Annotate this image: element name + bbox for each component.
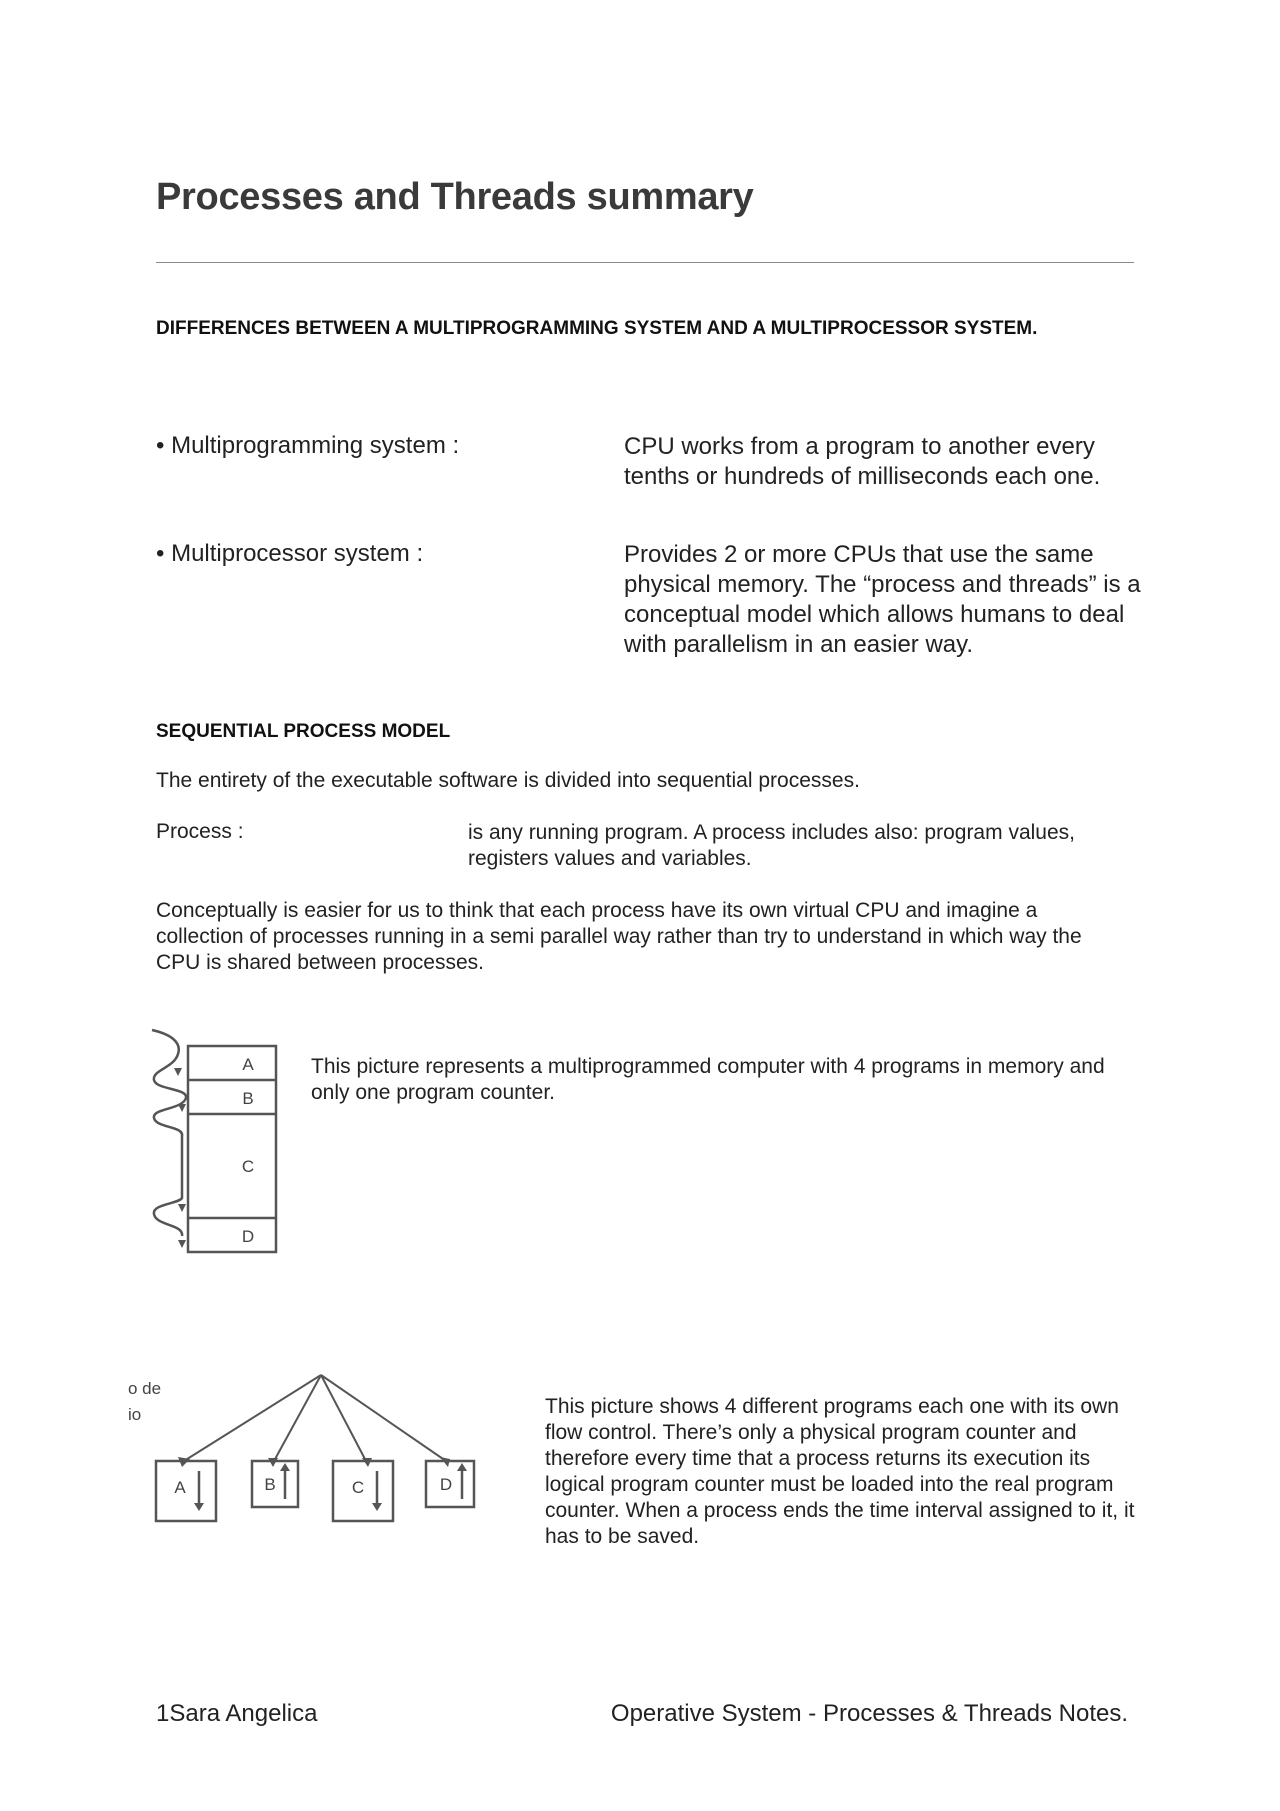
footer-doc-title: Operative System - Processes & Threads Notes. [610,1700,1128,1727]
program-label-c: C [351,1478,365,1497]
program-label-a: A [174,1478,186,1497]
program-box-a [156,1461,216,1521]
section-heading-sequential: SEQUENTIAL PROCESS MODEL [156,721,451,742]
concept-paragraph: Conceptually is easier for us to think that each process have its own virtual CPU and imagine a collection of processes running in a semi parallel way rather than try to understand in which way the CPU is shared between processes. [156,899,1082,974]
desc-multiprocessor: Provides 2 or more CPUs that use the same physical memory. The “process and threads” is a conceptual model which allows humans to deal with parallelism in an easier way. [624,541,1141,658]
memory-label-b: B [242,1089,254,1108]
program-label-d: D [439,1475,453,1494]
multiprogram-memory-diagram [148,1028,288,1258]
footer-author: 1Sara Angelica [156,1700,318,1727]
title-divider [156,262,1134,263]
diagram-side-text-2: io [128,1405,142,1424]
memory-label-a: A [242,1055,254,1074]
memory-label-d: D [241,1227,255,1246]
term-multiprogramming: • Multiprogramming system : [156,432,460,459]
desc-multiprogramming: CPU works from a program to another every tenths or hundreds of milliseconds each one. [624,433,1101,490]
section-heading-differences: DIFFERENCES BETWEEN A MULTIPROGRAMMING SYSTEM AND A MULTIPROCESSOR SYSTEM. [156,318,1038,339]
memory-block-outline [188,1046,276,1252]
program-label-b: B [264,1475,276,1494]
intro-paragraph: The entirety of the executable software is divided into sequential processes. [156,769,860,792]
desc-process: is any running program. A process includes also: program values, registers values and variables. [468,821,1075,870]
term-multiprocessor: • Multiprocessor system : [156,540,424,567]
page-title: Processes and Threads summary [156,176,754,218]
figure2-caption: This picture shows 4 different programs each one with its own flow control. There’s only a physical program counter and therefore every time that a process returns its execution its logical program counter must be loaded into the real program counter. When a process ends the time interval assigned to it, it has to be saved. [545,1395,1135,1548]
term-process: Process : [156,820,244,843]
diagram-side-text-1: o de [128,1379,162,1398]
figure1-caption: This picture represents a multiprogrammed computer with 4 programs in memory and only one program counter. [311,1055,1105,1104]
memory-label-c: C [241,1157,255,1176]
process-flow-diagram [128,1365,488,1525]
